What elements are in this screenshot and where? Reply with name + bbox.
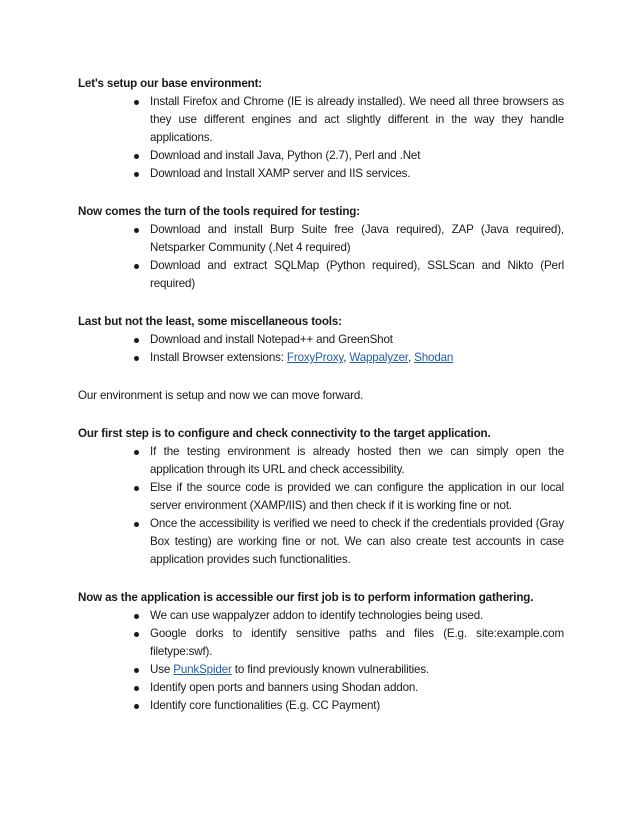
bullet-list <box>78 443 564 569</box>
bullet-text: to find previously known vulnerabilities. <box>231 663 430 676</box>
bullet-text: If the testing environment is already hosted then we can simply open the application through its URL and check accessibility. <box>150 445 564 476</box>
bullet-icon <box>134 264 139 269</box>
section-heading: Now comes the turn of the tools required for testing: <box>78 205 360 218</box>
bullet-icon <box>134 686 139 691</box>
bullet-icon <box>134 172 139 177</box>
bullet-icon <box>134 356 139 361</box>
hyperlink[interactable]: Wappalyzer <box>349 351 408 364</box>
hyperlink[interactable]: FroxyProxy <box>286 351 344 364</box>
bullet-item <box>78 147 564 165</box>
bullet-icon <box>134 704 139 709</box>
bullet-item <box>78 221 564 257</box>
bullet-item <box>78 331 564 349</box>
bullet-item <box>78 697 564 715</box>
bullet-icon <box>134 668 139 673</box>
bullet-icon <box>134 100 139 105</box>
bullet-text: Install Browser extensions: <box>150 351 287 364</box>
bullet-item <box>78 93 564 147</box>
bullet-text: Download and Install XAMP server and IIS services. <box>150 167 411 180</box>
section-heading: Last but not the least, some miscellaneous tools: <box>78 315 342 328</box>
bullet-icon <box>134 614 139 619</box>
bullet-item <box>78 679 564 697</box>
document-body <box>78 75 564 735</box>
bullet-item <box>78 165 564 183</box>
bullet-text: Google dorks to identify sensitive paths and files (E.g. site:example.com filetype:swf). <box>150 627 564 658</box>
bullet-item <box>78 515 564 569</box>
bullet-text: Download and install Burp Suite free (Java required), ZAP (Java required), Netsparker Community (.Net 4 required) <box>150 223 564 254</box>
bullet-text: Identify open ports and banners using Shodan addon. <box>150 681 419 694</box>
bullet-item <box>78 607 564 625</box>
bullet-icon <box>134 228 139 233</box>
bullet-text: Once the accessibility is verified we need to check if the credentials provided (Gray Box testing) are working fine or not. We can also create test accounts in case application provides such functionalities. <box>150 517 564 566</box>
bullet-icon <box>134 522 139 527</box>
bullet-icon <box>134 338 139 343</box>
bullet-text: We can use wappalyzer addon to identify technologies being used. <box>150 609 484 622</box>
bullet-item <box>78 661 564 679</box>
bullet-icon <box>134 450 139 455</box>
bullet-text: , <box>408 351 415 364</box>
bullet-item <box>78 443 564 479</box>
section-heading: Let's setup our base environment: <box>78 77 262 90</box>
bullet-item <box>78 349 564 367</box>
bullet-list <box>78 607 564 715</box>
section-heading: Now as the application is accessible our first job is to perform information gathering. <box>78 591 534 604</box>
bullet-item <box>78 625 564 661</box>
bullet-list <box>78 93 564 183</box>
bullet-icon <box>134 632 139 637</box>
bullet-item <box>78 479 564 515</box>
bullet-text: Download and install Java, Python (2.7), Perl and .Net <box>150 149 421 162</box>
hyperlink[interactable]: PunkSpider <box>173 663 232 676</box>
bullet-text: Download and extract SQLMap (Python required), SSLScan and Nikto (Perl required) <box>150 259 564 290</box>
bullet-icon <box>134 154 139 159</box>
bullet-text: Use <box>150 663 174 676</box>
bullet-list <box>78 331 564 367</box>
bullet-text: , <box>343 351 350 364</box>
bullet-text: Else if the source code is provided we can configure the application in our local server environment (XAMP/IIS) and then check if it is working fine or not. <box>150 481 564 512</box>
bullet-list <box>78 221 564 293</box>
bullet-item <box>78 257 564 293</box>
bullet-text: Install Firefox and Chrome (IE is already installed). We need all three browsers as they use different engines and act slightly different in the way they handle applications. <box>150 95 564 144</box>
paragraph: Our environment is setup and now we can move forward. <box>78 389 364 402</box>
section-heading: Our first step is to configure and check connectivity to the target application. <box>78 427 491 440</box>
bullet-text: Identify core functionalities (E.g. CC Payment) <box>150 699 381 712</box>
bullet-text: Download and install Notepad++ and GreenShot <box>150 333 393 346</box>
hyperlink[interactable]: Shodan <box>414 351 454 364</box>
bullet-icon <box>134 486 139 491</box>
